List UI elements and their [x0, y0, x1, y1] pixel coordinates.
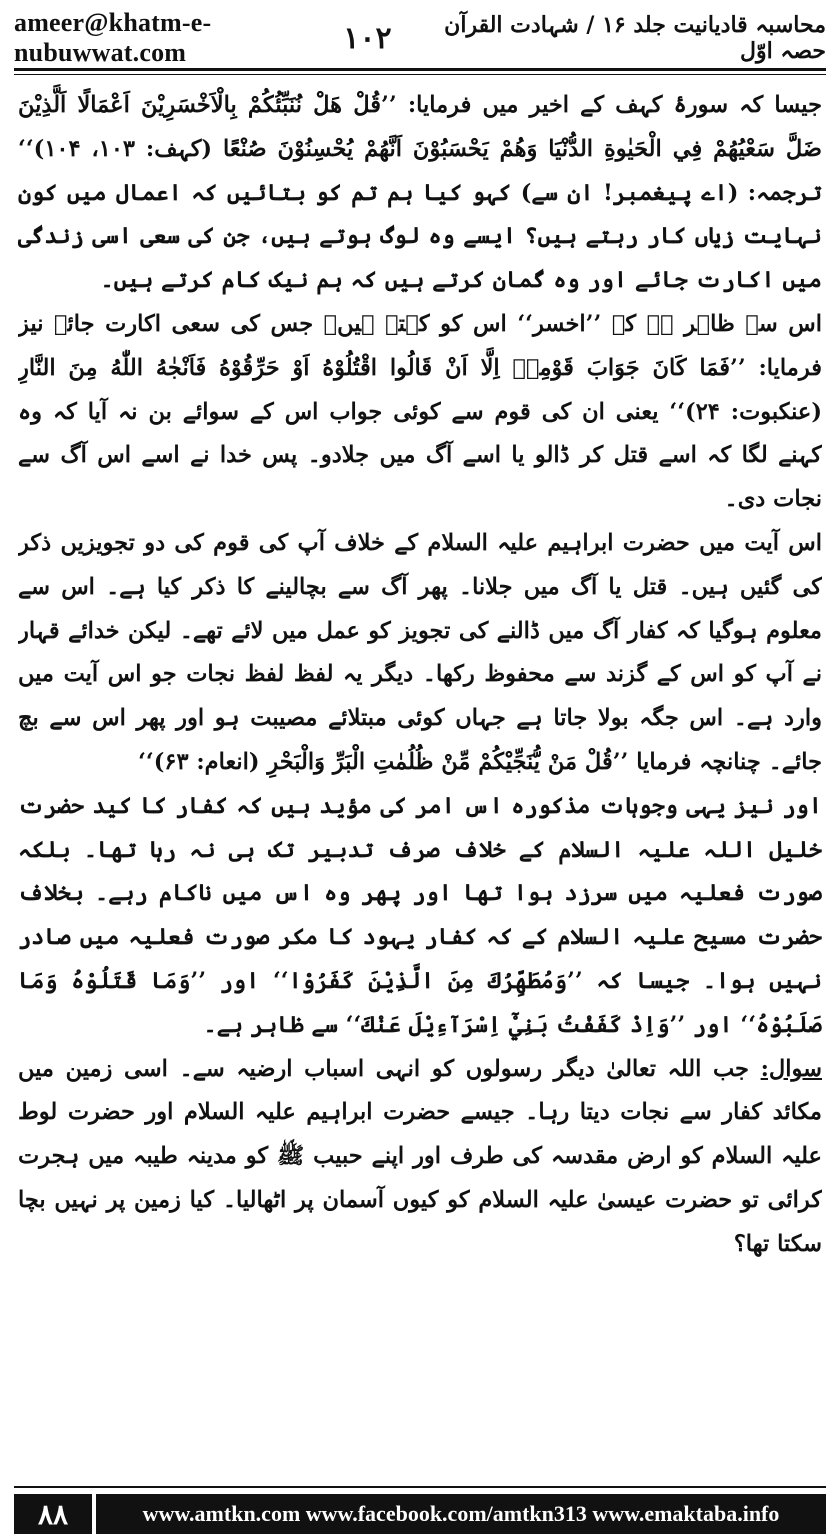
header-title-group: [343, 12, 826, 64]
header-book-title: محاسبہ قادیانیت جلد ۱۶ / شہادت القرآن حصہ اوّل: [444, 12, 826, 64]
paragraph-3: اس آیت میں حضرت ابراہیم علیہ السلام کے خلاف آپ کی قوم کی دو تجویزیں ذکر کی گئیں ہیں۔ قتل یا آگ میں جلانا۔ پھر آگ سے بچالینے کا ذکر کیا ہے۔ اس سے معلوم ہوگیا کہ کفار آگ میں ڈالنے کی تجویز کو عمل میں لائے تھے۔ لیکن خدائے قہار نے آپ کو اس کے گزند سے محفوظ رکھا۔ دیگر یہ لفظ لفظ نجات جو اس آیت میں وارد ہے۔ اس جگہ بولا جاتا ہے جہاں کوئی مبتلائے مصیبت ہو اور پھر اس سے بچ جائے۔ چنانچہ فرمایا ’’قُلْ مَنْ يُّنَجِّيْكُمْ مِّنْ ظُلُمٰتِ الْبَرِّ وَالْبَحْرِ (انعام: ۶۳)‘‘: [18, 529, 822, 775]
header-email: ameer@khatm-e-nubuwwat.com: [14, 8, 212, 67]
question-paragraph: [18, 1048, 822, 1267]
footer-links: www.amtkn.com www.facebook.com/amtkn313 www.emaktaba.info: [96, 1494, 826, 1534]
paragraph-2: اس سے ظاہر ہے کہ ’’اخسر‘‘ اس کو کہتے ہیں۔ جس کی سعی اکارت جائے نیز فرمایا: ’’فَمَا كَانَ جَوَابَ قَوْمِهٖ اِلَّا اَنْ قَالُوا اقْتُلُوْهُ اَوْ حَرِّقُوْهُ فَاَنْجٰهُ اللّٰهُ مِنَ النَّارِ (عنکبوت: ۲۴)‘‘ یعنی ان کی قوم سے کوئی جواب اس کے سوائے بن نہ آیا کہ وہ کہنے لگا کہ اسے قتل کر ڈالو یا اسے آگ میں جلادو۔ پس خدا نے اسے اس آگ سے نجات دی۔: [18, 310, 822, 513]
header-divider-thin: [14, 74, 826, 75]
question-text: جب اللہ تعالیٰ دیگر رسولوں کو انہی اسباب ارضیہ سے۔ اسی زمین میں مکائد کفار سے نجات دیتا رہا۔ جیسے حضرت ابراہیم علیہ السلام اور حضرت لوط علیہ السلام کو ارض مقدسہ کی طرف اور اپنے حبیب ﷺ کو مدینہ طیبہ میں ہجرت کرائی تو حضرت عیسیٰ علیہ السلام کو کیوں آسمان پر اٹھالیا۔ کیا زمین پر نہیں بچا سکتا تھا؟: [18, 1055, 822, 1257]
footer-page-number: ۸۸: [14, 1494, 92, 1534]
header-divider: [14, 68, 826, 71]
page-body: [18, 84, 822, 1474]
header-page-number: ۱۰۲: [343, 20, 392, 56]
page-footer: [0, 1486, 840, 1540]
page-header: [14, 8, 826, 68]
paragraph-4: اور نیز یہی وجوہات مذکورہ اس امر کی مؤید ہیں کہ کفار کا کید حضرت خلیل اللہ علیہ السلام کے خلاف صرف تدبیر تک ہی نہ رہا تھا۔ بلکہ صورت فعلیہ میں سرزد ہوا تھا اور پھر وہ اس میں ناکام رہے۔ بخلاف حضرت مسیح علیہ السلام کے کہ کفار یہود کا مکر صورت فعلیہ میں صادر نہیں ہوا۔ جیسا کہ ’’وَمُطَهِّرُكَ مِنَ الَّذِيْنَ كَفَرُوْا‘‘ اور ’’وَمَا قَتَلُوْهُ وَمَا صَلَبُوْهُ‘‘ اور ’’وَاِذْ كَفَفْتُ بَنِيْٓ اِسْرَآءِيْلَ عَنْكَ‘‘ سے ظاہر ہے۔: [18, 792, 822, 1038]
footer-divider: [14, 1486, 826, 1488]
paragraph-1: جیسا کہ سورۂ کہف کے اخیر میں فرمایا: ’’قُلْ هَلْ نُنَبِّئُكُمْ بِالْاَخْسَرِيْنَ اَعْمَالًا اَلَّذِيْنَ ضَلَّ سَعْيُهُمْ فِي الْحَيٰوةِ الدُّنْيَا وَهُمْ يَحْسَبُوْنَ اَنَّهُمْ يُحْسِنُوْنَ صُنْعًا (کہف: ۱۰۳، ۱۰۴)‘‘ ترجمہ: (اے پیغمبر! ان سے) کہو کیا ہم تم کو بتائیں کہ اعمال میں کون نہایت زیاں کار رہتے ہیں؟ ایسے وہ لوگ ہوتے ہیں، جن کی سعی اسی زندگی میں اکارت جائے اور وہ گمان کرتے ہیں کہ ہم نیک کام کرتے ہیں۔: [18, 92, 822, 294]
question-label: سوال:: [760, 1055, 822, 1082]
